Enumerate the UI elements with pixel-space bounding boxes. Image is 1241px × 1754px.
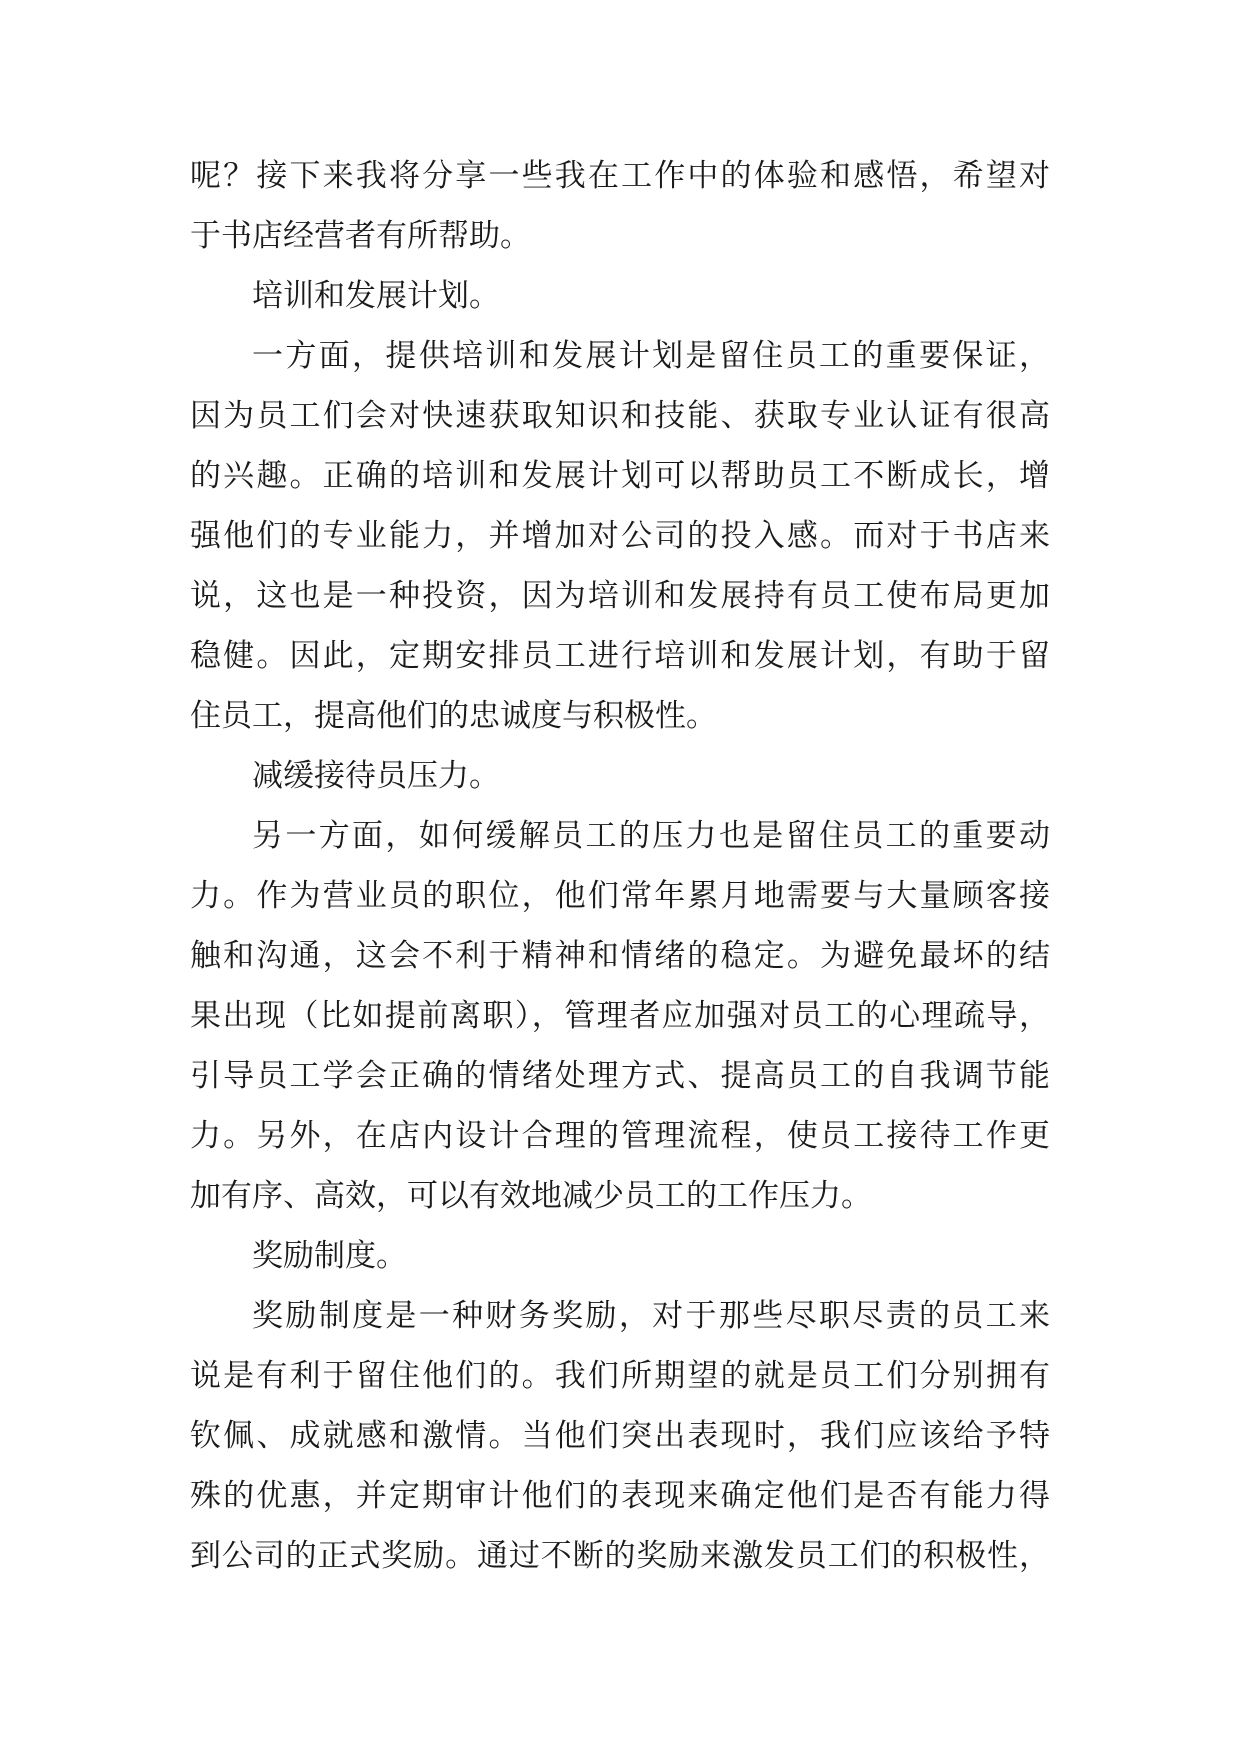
text-line-continuation-end: 于书店经营者有所帮助。 [190,218,531,254]
section-heading-training: 培训和发展计划。 [252,278,500,314]
section-heading-reward: 奖励制度。 [252,1238,407,1274]
paragraph-line: 稳健。因此，定期安排员工进行培训和发展计划，有助于留 [190,638,1050,674]
paragraph-line: 引导员工学会正确的情绪处理方式、提高员工的自我调节能 [190,1058,1050,1094]
paragraph-line: 触和沟通，这会不利于精神和情绪的稳定。为避免最坏的结 [190,938,1050,974]
paragraph-line: 说，这也是一种投资，因为培训和发展持有员工使布局更加 [190,578,1050,614]
section-heading-pressure: 减缓接待员压力。 [252,758,500,794]
paragraph-line: 到公司的正式奖励。通过不断的奖励来激发员工们的积极性， [190,1538,1050,1574]
document-body [190,146,1050,1586]
paragraph-line: 说是有利于留住他们的。我们所期望的就是员工们分别拥有 [190,1358,1050,1394]
paragraph-line: 果出现（比如提前离职），管理者应加强对员工的心理疏导， [190,998,1050,1034]
paragraph-line: 因为员工们会对快速获取知识和技能、获取专业认证有很高 [190,398,1050,434]
paragraph-line: 的兴趣。正确的培训和发展计划可以帮助员工不断成长，增 [190,458,1050,494]
paragraph-line-end: 加有序、高效，可以有效地减少员工的工作压力。 [190,1178,872,1214]
paragraph-line: 一方面，提供培训和发展计划是留住员工的重要保证， [252,338,1050,374]
paragraph-line: 另一方面，如何缓解员工的压力也是留住员工的重要动 [252,818,1050,854]
paragraph-line: 奖励制度是一种财务奖励，对于那些尽职尽责的员工来 [252,1298,1050,1334]
paragraph-line: 力。另外，在店内设计合理的管理流程，使员工接待工作更 [190,1118,1050,1154]
paragraph-line: 钦佩、成就感和激情。当他们突出表现时，我们应该给予特 [190,1418,1050,1454]
paragraph-line: 强他们的专业能力，并增加对公司的投入感。而对于书店来 [190,518,1050,554]
paragraph-line: 力。作为营业员的职位，他们常年累月地需要与大量顾客接 [190,878,1050,914]
paragraph-line: 殊的优惠，并定期审计他们的表现来确定他们是否有能力得 [190,1478,1050,1514]
paragraph-line-end: 住员工，提高他们的忠诚度与积极性。 [190,698,717,734]
text-line-continuation: 呢？接下来我将分享一些我在工作中的体验和感悟，希望对 [190,158,1050,194]
